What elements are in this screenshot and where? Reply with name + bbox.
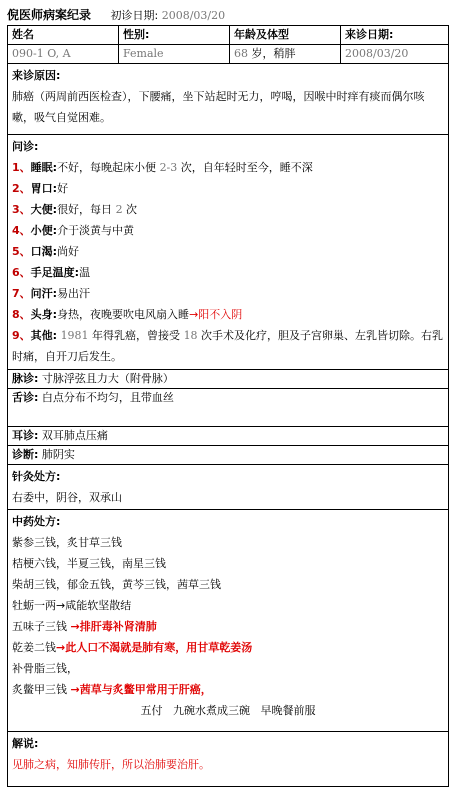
chief-complaint-heading: 来诊原因: [12,69,61,82]
inquiry-item-other [12,325,444,367]
patient-age: 68 [234,47,248,60]
item-text: 年得乳癌，曾接受 [88,329,184,342]
herb-text: 炙鳖甲三钱 [12,683,71,696]
item-text: 身热，夜晚要吹电风扇入睡 [57,308,190,321]
patient-name: 090-1 O, A [8,45,119,64]
tongue-row [8,389,449,427]
pulse-row [8,370,449,389]
item-label: 大便: [30,203,58,216]
explanation-heading: 解说: [12,737,39,750]
diagnosis-heading: 诊断: [12,448,39,461]
item-label: 小便: [30,224,58,237]
item-label: 睡眠: [30,161,58,174]
patient-row [8,45,449,64]
diagnosis-row [8,446,449,465]
item-number: 1、 [12,161,31,174]
acupuncture-text: 右委中，阴谷，双承山 [12,491,122,504]
inquiry-item-temperature [12,262,444,283]
herb-note: →排肝毒补肾清肺 [70,620,157,633]
first-visit-label: 初诊日期: [110,9,159,22]
item-text: 次，自年轻时至今，睡不深 [177,161,313,174]
item-number: 9、 [12,329,31,342]
pulse-heading: 脉诊: [12,372,39,385]
col-age-build: 年龄及体型 [230,26,341,45]
record-title: 倪医师病案纪录 [7,8,92,22]
chief-complaint-row [8,64,449,135]
case-record-sheet [7,5,448,787]
patient-build: 岁，稍胖 [251,47,296,60]
tongue-heading: 舌诊: [12,391,39,404]
acupuncture-row [8,465,449,510]
item-label: 问汗: [30,287,58,300]
item-text: 次手术及化疗，胆及子宫卵巢、左乳皆切除。右乳时痛，自开刀后发生。 [12,329,444,363]
inquiry-item-appetite [12,178,444,199]
herbal-heading: 中药处方: [12,515,61,528]
ear-text: 双耳肺点压痛 [41,429,108,442]
item-label: 头身: [30,308,58,321]
item-text: 很好，每日 [57,203,116,216]
ear-row [8,427,449,446]
inquiry-heading: 问诊: [12,140,39,153]
inquiry-item-head-body [12,304,444,325]
item-note: →阳不入阴 [189,308,243,321]
herbal-dosage: 五付 九碗水煮成三碗 早晚餐前服 [140,704,316,717]
header-row [8,26,449,45]
inquiry-item-thirst [12,241,444,262]
patient-age-build [230,45,341,64]
item-text: 好 [57,182,69,195]
item-label: 胃口: [30,182,58,195]
item-text: 次 [122,203,138,216]
item-number: 3、 [12,203,31,216]
case-table [7,25,449,787]
tongue-text: 白点分布不均匀，且带血丝 [41,391,174,404]
inquiry-item-urine [12,220,444,241]
herb-text: 五味子三钱 [12,620,71,633]
item-label: 其他: [30,329,58,342]
herb-text: 乾姜二钱 [12,641,56,654]
herb-note: →此人口不渴就是肺有寒，用甘草乾姜汤 [56,641,253,654]
item-value: 2 [115,203,123,216]
patient-gender: Female [119,45,230,64]
chief-complaint-text: 肺癌（两周前西医检查），下腰痛，坐下站起时无力，哼喝，因喉中时痒有痰而偶尔咳嗽，吸气自觉困难。 [12,90,425,124]
herbal-line [12,616,444,637]
herbal-line [12,679,444,700]
herb-text: 牡蛎一两 [12,599,56,612]
item-label: 手足温度: [30,266,80,279]
herb-note: →咸能软坚散结 [56,599,132,612]
explanation-row [8,732,449,787]
item-value: 1981 [60,329,89,342]
col-gender: 性别: [119,26,230,45]
ear-heading: 耳诊: [12,429,39,442]
item-text: 介于淡黄与中黄 [57,224,135,237]
item-text: 不好，每晚起床小便 [57,161,160,174]
col-visit-date: 来诊日期: [341,26,449,45]
herbal-row [8,510,449,732]
title-bar [7,5,448,25]
item-text: 尚好 [57,245,80,258]
diagnosis-text: 肺阴实 [41,448,75,461]
herbal-line [12,637,444,658]
herb-note: →茜草与炙鳖甲常用于肝癌， [70,683,212,696]
pulse-text: 寸脉浮弦且力大（附骨脉） [41,372,174,385]
herbal-line: 桔梗六钱，半夏三钱，南星三钱 [12,557,166,570]
inquiry-item-sweat [12,283,444,304]
herbal-line: 补骨脂三钱， [12,662,78,675]
acupuncture-heading: 针灸处方: [12,470,61,483]
inquiry-row [8,135,449,370]
patient-visit-date: 2008/03/20 [341,45,449,64]
item-text: 易出汗 [57,287,91,300]
inquiry-item-sleep [12,157,444,178]
item-value: 18 [183,329,198,342]
col-name: 姓名 [8,26,119,45]
item-text: 温 [79,266,91,279]
item-number: 8、 [12,308,31,321]
item-number: 4、 [12,224,31,237]
herbal-line [12,595,444,616]
herbal-line: 紫参三钱，炙甘草三钱 [12,536,122,549]
item-number: 5、 [12,245,31,258]
first-visit-date: 2008/03/20 [161,9,226,22]
item-value: 2-3 [159,161,178,174]
inquiry-item-stool [12,199,444,220]
item-number: 6、 [12,266,31,279]
item-label: 口渴: [30,245,58,258]
explanation-text: 见肺之病，知肺传肝，所以治肺要治肝。 [12,758,210,771]
item-number: 7、 [12,287,31,300]
herbal-line: 柴胡三钱，郁金五钱，黄芩三钱，茜草三钱 [12,578,221,591]
item-number: 2、 [12,182,31,195]
